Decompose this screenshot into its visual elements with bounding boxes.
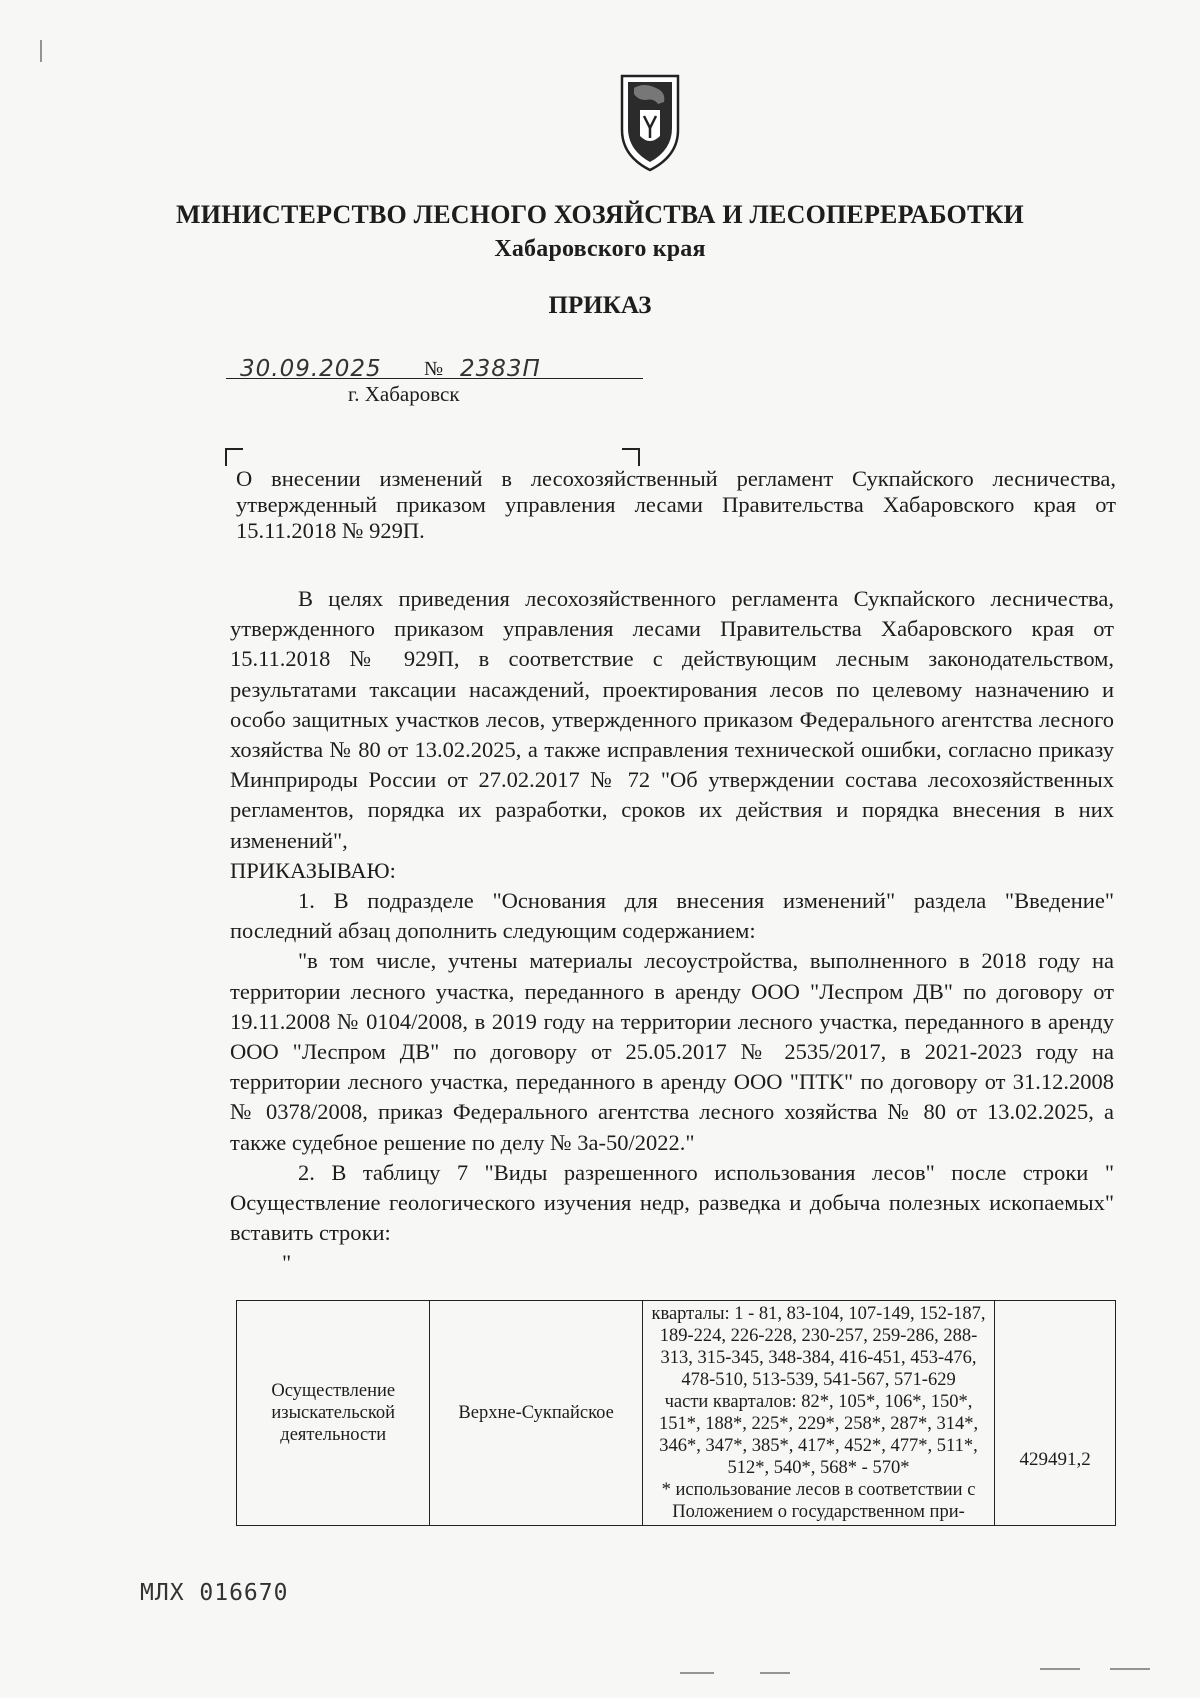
- order-date: 30.09.2025: [240, 356, 382, 382]
- document-type: ПРИКАЗ: [548, 292, 652, 319]
- order-body: [230, 584, 1114, 1276]
- ministry-name: [0, 198, 1200, 266]
- table-row: [237, 1301, 1116, 1526]
- date-number-underline: [226, 378, 643, 379]
- item-2: 2. В таблицу 7 "Виды разрешенного использования лесов" после строки " Осуществление геологического изучения недр, разведка и добыча полезных ископаемых" вставить строки:: [230, 1159, 1114, 1246]
- subject-bracket-left: [225, 448, 243, 466]
- order-word: ПРИКАЗЫВАЮ:: [230, 857, 396, 883]
- quarters-cell: [642, 1301, 994, 1526]
- quarters-footnote: * использование лесов в соответствии с Положением о государственном при-: [661, 1480, 976, 1522]
- ministry-title: МИНИСТЕРСТВО ЛЕСНОГО ХОЗЯЙСТВА И ЛЕСОПЕРЕРАБОТКИ: [176, 200, 1024, 229]
- scan-artifact: [680, 1672, 714, 1674]
- form-serial-number: МЛХ 016670: [140, 1580, 289, 1606]
- scan-artifact: [1040, 1668, 1080, 1670]
- quarter-parts-list: части кварталов: 82*, 105*, 106*, 150*, 151*, 188*, 225*, 229*, 258*, 287*, 314*, 346*, 347*, 385*, 417*, 452*, 477*, 511*, 512*, 540*, 568* - 570*: [658, 1392, 979, 1478]
- coat-of-arms-emblem: [614, 70, 686, 174]
- region-name: Хабаровского края: [494, 236, 706, 262]
- preamble-paragraph: В целях приведения лесохозяйственного регламента Сукпайского лесничества, утвержденного приказом управления лесами Правительства Хабаровского края от 15.11.2018 № 929П, в соответствие с действующим лесным законодательством, результатами таксации насаждений, проектирования лесов по целевому назначению и особо защитных участков лесов, утвержденного приказом Федерального агентства лесного хозяйства № 80 от 13.02.2025, а также исправления технической ошибки, согласно приказу Минприроды России от 27.02.2017 № 72 "Об утверждении состава лесохозяйственных регламентов, порядка их разработки, сроков их действия и порядка внесения в них изменений",: [230, 586, 1114, 853]
- area-cell: 429491,2: [995, 1301, 1116, 1526]
- scan-artifact: [40, 40, 42, 62]
- number-sign: №: [424, 358, 444, 380]
- order-number: 2383П: [460, 356, 541, 382]
- scan-artifact: [760, 1672, 790, 1674]
- item-1: 1. В подразделе "Основания для внесения изменений" раздела "Введение" последний абзац дополнить следующим содержанием:: [230, 888, 1114, 944]
- use-type-cell: Осуществление изыскательской деятельности: [237, 1301, 430, 1526]
- open-quote-mark: ": [282, 1250, 292, 1276]
- item-1-quote: "в том числе, учтены материалы лесоустройства, выполненного в 2018 году на территории лесного участка, переданного в аренду ООО "Леспром ДВ" по договору от 19.11.2008 № 0104/2008, в 2019 году на территории лесного участка, переданного в аренду ООО "Леспром ДВ" по договору от 25.05.2017 № 2535/2017, в 2021-2023 году на территории лесного участка, переданного в аренду ООО "ПТК" по договору от 31.12.2008 № 0378/2008, приказ Федерального агентства лесного хозяйства № 80 от 13.02.2025, а также судебное решение по делу № 3а-50/2022.": [230, 948, 1114, 1155]
- forestry-district-cell: Верхне-Сукпайское: [430, 1301, 642, 1526]
- subject-bracket-right: [622, 448, 640, 466]
- permitted-use-table: [236, 1300, 1116, 1526]
- city-label: г. Хабаровск: [348, 382, 460, 406]
- scan-artifact: [1110, 1668, 1150, 1670]
- order-subject: О внесении изменений в лесохозяйственный регламент Сукпайского лесничества, утвержденный приказом управления лесами Правительства Хабаровского края от 15.11.2018 № 929П.: [236, 466, 1116, 543]
- quarters-list: кварталы: 1 - 81, 83-104, 107-149, 152-187, 189-224, 226-228, 230-257, 259-286, 288-313, 315-345, 348-384, 416-451, 453-476, 478-510, 513-539, 541-567, 571-629: [651, 1304, 986, 1390]
